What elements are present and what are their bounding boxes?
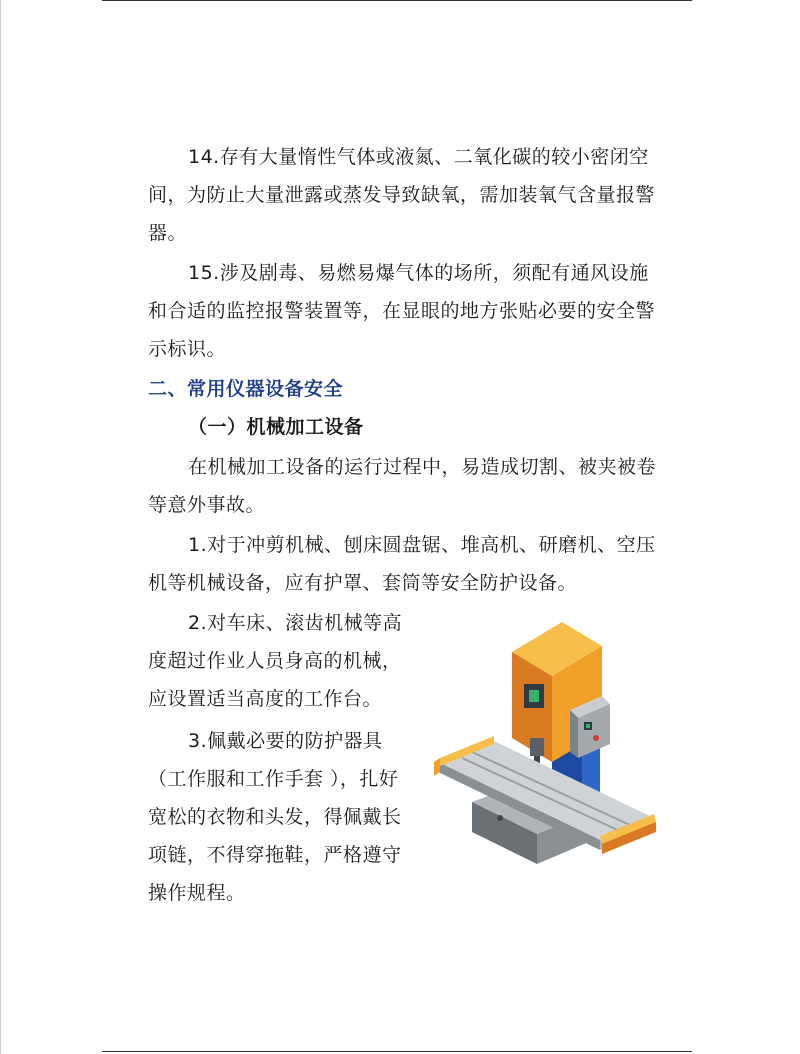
- page-left-edge: [0, 0, 1, 1054]
- subsection-heading: （一）机械加工设备: [188, 416, 364, 438]
- paragraph-item-2: 2.对车床、滚齿机械等高度超过作业人员身高的机械，应设置适当高度的工作台。: [148, 612, 403, 710]
- section-heading: 二、常用仪器设备安全: [148, 378, 344, 400]
- page-bottom-rule: [102, 1051, 692, 1052]
- drill-press-machine-icon: [432, 612, 658, 872]
- paragraph-item-14: 14.存有大量惰性气体或液氮、二氧化碳的较小密闭空间，为防止大量泄露或蒸发导致缺氧，需加装氧气含量报警器。: [148, 146, 656, 244]
- paragraph-item-15: 15.涉及剧毒、易燃易爆气体的场所，须配有通风设施和合适的监控报警装置等，在显眼的地方张贴必要的安全警示标识。: [148, 262, 656, 360]
- paragraph-intro: 在机械加工设备的运行过程中，易造成切割、被夹被卷等意外事故。: [148, 456, 657, 516]
- paragraph-item-1: 1.对于冲剪机械、刨床圆盘锯、堆高机、研磨机、空压机等机械设备，应有护罩、套筒等安全防护设备。: [148, 534, 656, 594]
- paragraph-item-3: 3.佩戴必要的防护器具（工作服和工作手套 ），扎好宽松的衣物和头发，得佩戴长项链，不得穿拖鞋，严格遵守操作规程。: [148, 730, 402, 904]
- page-top-rule: [102, 0, 692, 1]
